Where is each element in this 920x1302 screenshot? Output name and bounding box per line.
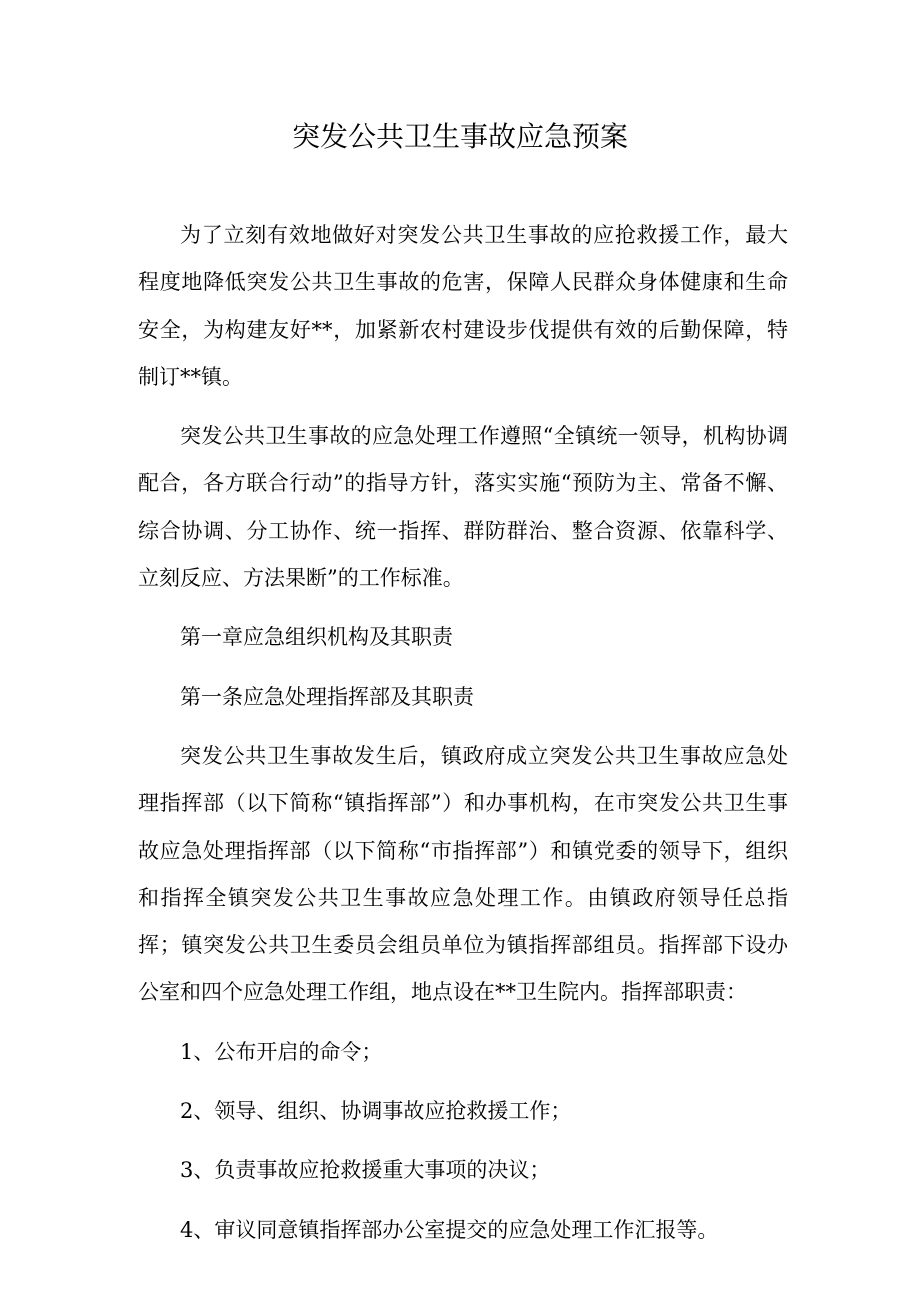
list-item-3: 3、负责事故应抢救援重大事项的决议； xyxy=(180,1158,551,1183)
paragraph-command-center: 突发公共卫生事故发生后，镇政府成立突发公共卫生事故应急处理指挥部（以下简称“镇指挥部”）和办事机构，在市突发公共卫生事故应急处理指挥部（以下简称“市指挥部”）和镇党委的领导下，组织和指挥全镇突发公共卫生事故应急处理工作。由镇政府领导任总指挥；镇突发公共卫生委员会组员单位为镇指挥部组员。指挥部下设办公室和四个应急处理工作组，地点设在**卫生院内。指挥部职责： xyxy=(138,743,788,1005)
paragraph-principles: 突发公共卫生事故的应急处理工作遵照“全镇统一领导，机构协调配合，各方联合行动”的指导方针，落实实施“预防为主、常备不懈、综合协调、分工协作、统一指挥、群防群治、整合资源、依靠科学、立刻反应、方法果断”的工作标准。 xyxy=(138,424,788,591)
list-item-2: 2、领导、组织、协调事故应抢救援工作； xyxy=(180,1099,572,1124)
paragraph-intro: 为了立刻有效地做好对突发公共卫生事故的应抢救援工作，最大程度地降低突发公共卫生事故的危害，保障人民群众身体健康和生命安全，为构建友好**，加紧新农村建设步伐提供有效的后勤保障，特制订**镇。 xyxy=(138,223,788,389)
list-item-4: 4、审议同意镇指挥部办公室提交的应急处理工作汇报等。 xyxy=(180,1217,719,1242)
document-title: 突发公共卫生事故应急预案 xyxy=(291,120,628,153)
list-item-1: 1、公布开启的命令； xyxy=(180,1039,383,1064)
document-body xyxy=(138,212,788,1266)
chapter-heading: 第一章应急组织机构及其职责 xyxy=(180,625,453,650)
article-heading: 第一条应急处理指挥部及其职责 xyxy=(180,684,474,709)
